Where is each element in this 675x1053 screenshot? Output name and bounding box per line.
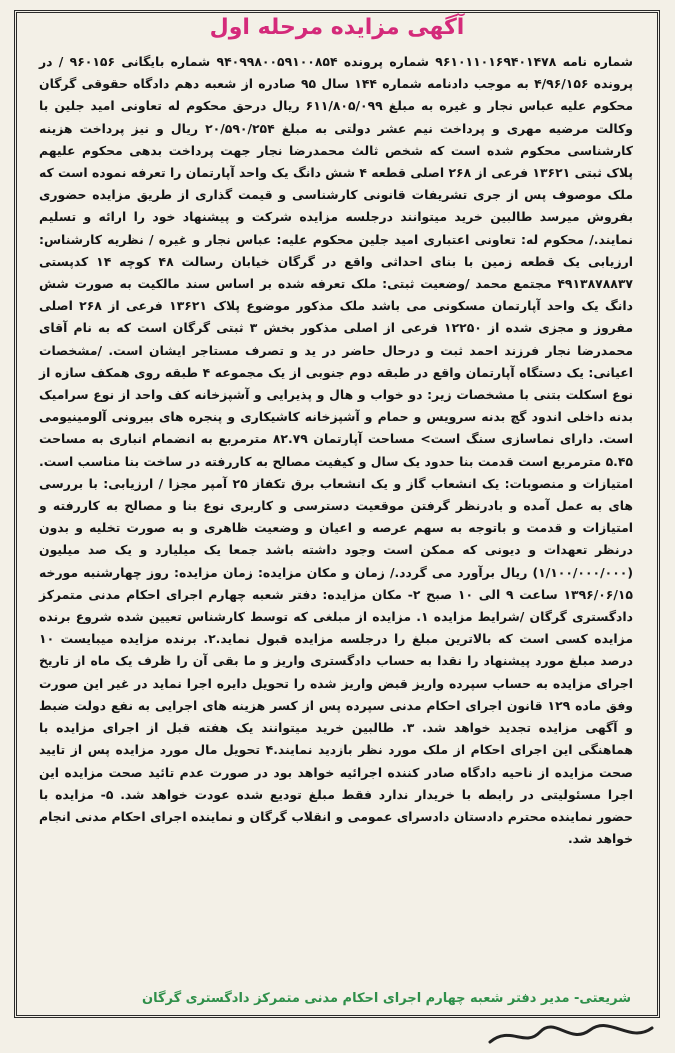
notice-signature: شریعتی- مدیر دفتر شعبه چهارم اجرای احکام مدنی متمرکز دادگستری گرگان: [141, 991, 631, 1006]
notice-title: آگهی مزایده مرحله اول: [209, 15, 465, 40]
handwritten-mark: [480, 1020, 660, 1050]
notice-body: شماره نامه ۹۶۱۰۱۱۰۱۶۹۴۰۱۴۷۸ شماره پرونده ۹۴۰۹۹۸۰۰۵۹۱۰۰۸۵۴ شماره بایگانی ۹۶۰۱۵۶ / در پرونده ۴/۹۶/۱۵۶ به موجب دادنامه شماره ۱۴۴ سال ۹۵ صادره از شعبه دهم دادگاه حقوقی گرگان محکوم علیه عباس نجار و غیره به مبلغ ۶۱۱/۸۰۵/۰۹۹ ریال درحق محکوم له تعاونی امید جلین با وکالت مرضیه مهری و پرداخت نیم عشر دولتی به مبلغ ۲۰/۵۹۰/۲۵۴ ریال و نیز پرداخت هزینه کارشناسی محکوم شده است که شخص ثالث محمدرضا نجار جهت پرداخت بدهی محکوم علیهم پلاک ثبتی ۱۳۶۲۱ فرعی از ۲۶۸ اصلی قطعه ۴ شش دانگ یک واحد آپارتمان را تعرفه نموده است که ملک موصوف پس از جری تشریفات قانونی کارشناسی و قیمت گذاری از طریق مزایده حضوری بفروش میرسد طالبین خرید میتوانند درجلسه مزایده شرکت و پیشنهاد خود را ارائه و تسلیم نمایند./ محکوم له: تعاونی اعتباری امید جلین محکوم علیه: عباس نجار و غیره / نظریه کارشناس: ارزیابی یک قطعه زمین با بنای احداثی واقع در گرگان خیابان رسالت ۴۸ کوچه ۱۴ کدپستی ۴۹۱۳۸۷۸۸۳۷ مجتمع محمد /وضعیت ثبتی: ملک تعرفه شده بر اساس سند مالکیت به صورت شش دانگ یک واحد آپارتمان مسکونی می باشد ملک مذکور موضوع پلاک ۱۳۶۲۱ فرعی از ۲۶۸ اصلی مفروز و مجزی شده از ۱۲۲۵۰ فرعی از اصلی مذکور بخش ۳ ثبتی گرگان است که به نام آقای محمدرضا نجار فرزند احمد ثبت و درحال حاضر در ید و تصرف مستاجر ایشان است. /مشخصات اعیانی: یک دستگاه آپارتمان واقع در طبقه دوم جنوبی از یک مجموعه ۴ طبقه روی همکف سازه از نوع اسکلت بتنی با مشخصات زیر: دو خواب و هال و پذیرایی و آشپزخانه کف واحد از نوع سرامیک بدنه داخلی اندود گچ بدنه سرویس و حمام و آشپزخانه کاشیکاری و پنجره های بیرونی آلومینیومی است. دارای نماسازی سنگ است> مساحت آپارتمان ۸۲.۷۹ مترمربع به انضمام انباری به مساحت ۵.۴۵ مترمربع است قدمت بنا حدود یک سال و کیفیت مصالح به کاررفته در ساخت بنا مناسب است. امتیازات و منصوبات: یک انشعاب گاز و یک انشعاب برق تکفاز ۲۵ آمپر مجزا / ارزیابی: با بررسی های به عمل آمده و بادرنظر گرفتن موقعیت دسترسی و کاربری نوع بنا و مصالح به کاررفته و امتیازات و قدمت و باتوجه به سهم عرصه و اعیان و وضعیت ظاهری و به صورت تخلیه و بدون درنظر تعهدات و دیونی که ممکن است وجود داشته باشد جمعا یک میلیارد و یک صد میلیون (۱/۱۰۰/۰۰۰/۰۰۰) ریال برآورد می گردد./ زمان و مکان مزایده: زمان مزایده: روز چهارشنبه مورخه ۱۳۹۶/۰۶/۱۵ ساعت ۹ الی ۱۰ صبح ۲- مکان مزایده: دفتر شعبه چهارم اجرای احکام مدنی متمرکز دادگستری گرگان /شرایط مزایده ۱. مزایده از مبلغی که توسط کارشناس تعیین شده شروع برنده مزایده کسی است که بالاترین مبلغ را درجلسه مزایده قبول نماید.۲. برنده مزایده میبایست ۱۰ درصد مبلغ مورد پیشنهاد را نقدا به حساب دادگستری واریز و ما بقی آن را ظرف یک ماه از تاریخ اجرای مزایده به حساب سپرده واریز قبض واریز شده را تحویل دایره اجرا نماید در غیر این صورت وفق ماده ۱۲۹ قانون اجرای احکام مدنی سپرده پس از کسر هزینه های اجرایی به نفع دولت ضبط و آگهی مزایده تجدید خواهد شد. ۳. طالبین خرید میتوانند یک هفته قبل از اجرای مزایده با هماهنگی این اجرای احکام از ملک مورد نظر بازدید نمایند.۴ تحویل مال مورد مزایده پس از تایید صحت مزایده از ناحیه دادگاه صادر کننده اجرائیه خواهد بود در صورت عدم تائید صحت مزایده این اجرا مسئولیتی در رابطه با خریدار ندارد فقط مبلغ تودیع شده عودت خواهد شد. ۵- مزایده با حضور نماینده محترم دادستان دادسرای عمومی و انقلاب گرگان و نماینده اجرای احکام مدنی انجام خواهد شد.: [39, 54, 634, 847]
auction-notice-box: [14, 10, 660, 1018]
